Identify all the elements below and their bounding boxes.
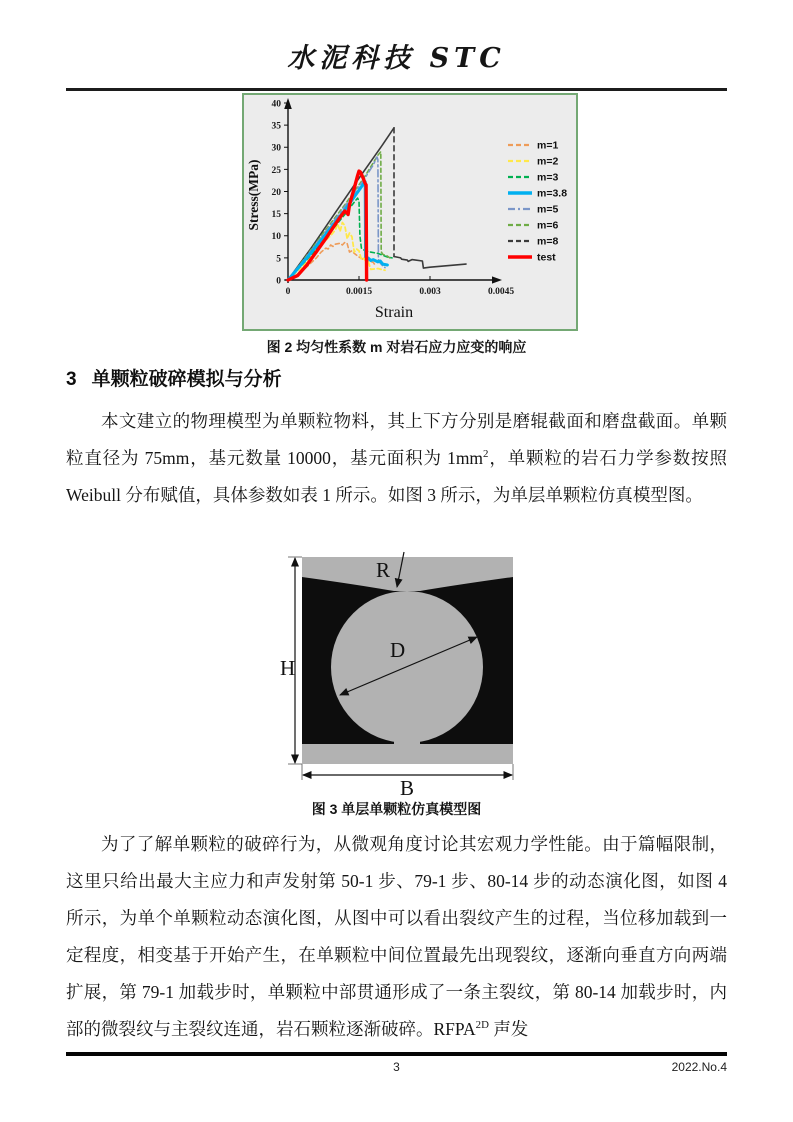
legend-label-m-8: m=8 [537, 235, 559, 248]
legend-label-test: test [537, 251, 556, 264]
x-axis-arrowhead [492, 276, 502, 283]
stress-strain-chart-canvas [244, 95, 576, 329]
x-tick-label: 0 [285, 287, 291, 297]
section-title: 单颗粒破碎模拟与分析 [91, 369, 282, 390]
paragraph-text: 本文建立的物理模型为单颗粒物料，其上下方分别是磨辊截面和磨盘截面。单颗粒直径为 75mm，基元数量 10000，基元面积为 1mm [66, 411, 727, 468]
y-tick-label: 5 [276, 254, 281, 265]
y-tick-label: 20 [271, 187, 281, 198]
figure3-caption: 图 3 单层单颗粒仿真模型图 [311, 801, 482, 817]
legend-label-m-3.8: m=3.8 [537, 187, 568, 200]
issue-label: 2022.No.4 [671, 1060, 727, 1074]
height-label: H [280, 656, 296, 680]
y-tick-label: 30 [271, 143, 281, 154]
section-number: 3 [66, 369, 77, 390]
legend-label-m-1: m=1 [537, 139, 559, 152]
legend-label-m-5: m=5 [537, 203, 559, 216]
x-tick-label: 0.003 [419, 287, 441, 297]
series-m-8-tail [394, 257, 466, 269]
legend-label-m-6: m=6 [537, 219, 559, 232]
radius-label: R [376, 558, 391, 582]
width-label: B [400, 776, 415, 796]
y-tick-label: 25 [271, 165, 281, 176]
page-number: 3 [393, 1060, 400, 1074]
journal-header-title: 水泥科技 STC [287, 43, 506, 74]
y-tick-label: 35 [271, 121, 281, 132]
paragraph-text: 为了了解单颗粒的破碎行为，从微观角度讨论其宏观力学性能。由于篇幅限制，这里只给出最大主应力和声发射第 50-1 步、79-1 步、80-14 步的动态演化图，如图 4 所示，为单个单颗粒动态演化图，从图中可以看出裂纹产生的过程，当位移加载到一定程度，相变基于开始产生，在单颗粒中间位置最先出现裂纹，逐渐向垂直方向两端扩展，第 79-1 加载步时，单颗粒中部贯通形成了一条主裂纹，第 80-14 加载步时，内部的微裂纹与主裂纹连通，岩石颗粒逐渐破碎。RFPA [66, 834, 727, 1039]
superscript-text: 2D [475, 1019, 489, 1032]
y-tick-label: 15 [271, 210, 281, 221]
y-tick-label: 10 [271, 232, 281, 243]
paragraph-text: 声发 [488, 1019, 529, 1039]
x-tick-label: 0.0045 [487, 287, 515, 297]
figure2-stress-strain-chart [242, 93, 578, 331]
model-diagram-canvas [280, 551, 515, 796]
footer-rule [66, 1052, 727, 1056]
body-paragraph-2 [66, 826, 727, 1048]
y-axis-title: Stress(MPa) [246, 159, 261, 231]
paragraph-text: ，单颗粒的岩石力学参数按照 Weibull 分布赋值，具体参数如表 1 所示。如图 3 所示，为单层单颗粒仿真模型图。 [66, 448, 727, 505]
diameter-label: D [390, 638, 406, 662]
x-tick-label: 0.0015 [345, 287, 373, 297]
x-axis-title: Strain [374, 304, 414, 321]
section-heading [66, 364, 282, 391]
header-rule [66, 88, 727, 91]
legend-label-m-3: m=3 [537, 171, 559, 184]
y-tick-label: 40 [271, 99, 281, 110]
figure3-model-diagram [280, 551, 515, 796]
body-paragraph-1 [66, 403, 727, 514]
figure2-caption: 图 2 均匀性系数 m 对岩石应力应变的响应 [266, 339, 527, 355]
y-tick-label: 0 [276, 276, 281, 287]
superscript-text: 2 [483, 448, 489, 461]
legend-label-m-2: m=2 [537, 155, 559, 168]
